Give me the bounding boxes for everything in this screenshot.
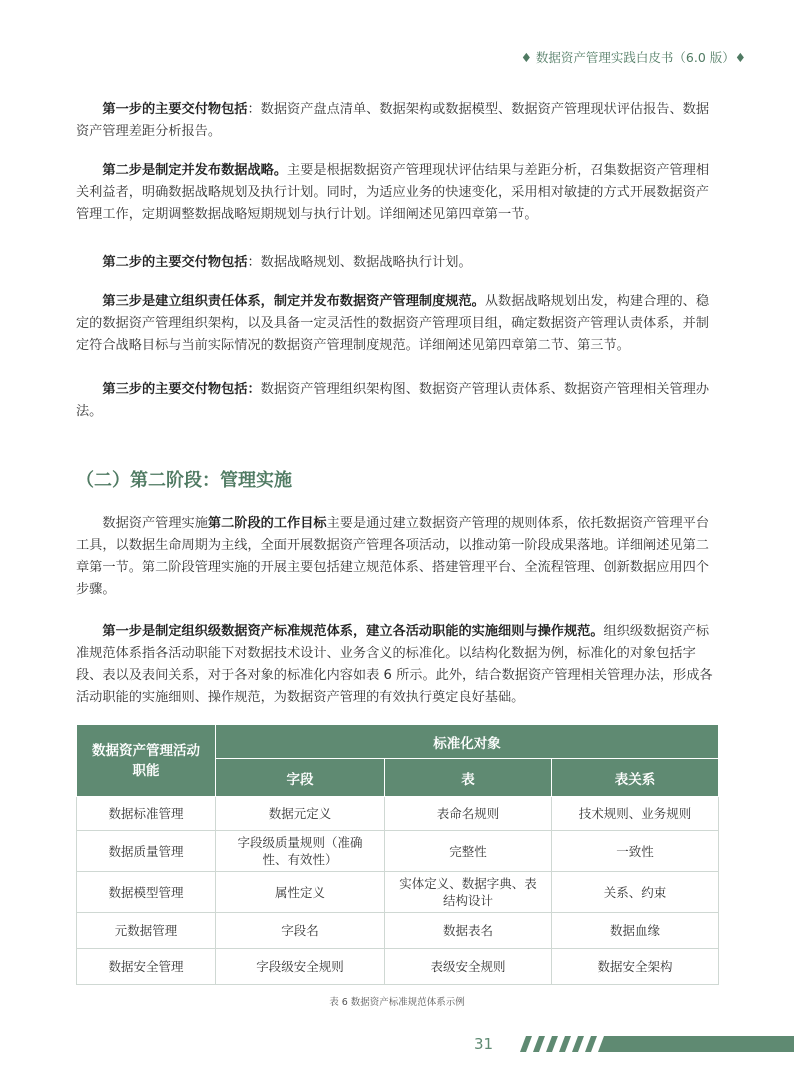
table-caption: 表 6 数据资产标准规范体系示例 <box>329 997 465 1008</box>
paragraph-step1-deliverables: 第一步的主要交付物包括：数据资产盘点清单、数据架构或数据模型、数据资产管理现状评估报告、数据资产管理差距分析报告。 <box>76 102 710 139</box>
table-header-group: 标准化对象 <box>216 725 719 759</box>
table-cell: 数据安全架构 <box>552 949 719 985</box>
table-cell: 属性定义 <box>216 872 385 913</box>
paragraph-phase2-step1: 第一步是制定组织级数据资产标准规范体系，建立各活动职能的实施细则与操作规范。组织级数据资产标准规范体系指各活动职能下对数据技术设计、业务含义的标准化。以结构化数据为例，标准化的对象包括字段、表以及表间关系，对于各对象的标准化内容如表 6 所示。此外，结合数据资产管理相关管理办法，形成各活动职能的实施细则、操作规范，为数据资产管理的有效执行奠定良好基础。 <box>76 624 713 705</box>
table-header-function: 数据资产管理活动职能 <box>77 725 216 797</box>
paragraph-step2: 第二步是制定并发布数据战略。主要是根据数据资产管理现状评估结果与差距分析，召集数据资产管理相关利益者，明确数据战略规划及执行计划。同时，为适应业务的快速变化，采用相对敏捷的方式开展数据资产管理工作，定期调整数据战略短期规划与执行计划。详细阐述见第四章第一节。 <box>76 163 710 222</box>
table-subheader-table: 表 <box>385 759 552 797</box>
table-cell: 数据血缘 <box>552 913 719 949</box>
table-subheader-field: 字段 <box>216 759 385 797</box>
table-cell: 技术规则、业务规则 <box>552 797 719 831</box>
table-cell: 元数据管理 <box>77 913 216 949</box>
table-cell: 一致性 <box>552 831 719 872</box>
table-row <box>77 872 719 913</box>
table-cell: 数据标准管理 <box>77 797 216 831</box>
table-subheader-relation: 表关系 <box>552 759 719 797</box>
section-title: （二）第二阶段：管理实施 <box>76 470 292 491</box>
table-cell: 数据质量管理 <box>77 831 216 872</box>
paragraph-step2-deliverables: 第二步的主要交付物包括：数据战略规划、数据战略执行计划。 <box>102 255 472 270</box>
table-cell: 表级安全规则 <box>385 949 552 985</box>
page-number: 31 <box>474 1035 494 1053</box>
table-row <box>77 949 719 985</box>
table-cell: 完整性 <box>385 831 552 872</box>
table-cell: 字段级安全规则 <box>216 949 385 985</box>
table-row <box>77 913 719 949</box>
table-cell: 数据表名 <box>385 913 552 949</box>
table-row <box>77 831 719 872</box>
running-header: ♦ 数据资产管理实践白皮书（6.0 版）♦ <box>520 50 746 65</box>
table-cell: 字段级质量规则（准确性、有效性） <box>216 831 385 872</box>
table-cell: 数据模型管理 <box>77 872 216 913</box>
table-cell: 实体定义、数据字典、表结构设计 <box>385 872 552 913</box>
paragraph-step3-deliverables: 第三步的主要交付物包括：数据资产管理组织架构图、数据资产管理认责体系、数据资产管理相关管理办法。 <box>76 382 710 419</box>
table-row <box>77 797 719 831</box>
table-cell: 关系、约束 <box>552 872 719 913</box>
table-cell: 字段名 <box>216 913 385 949</box>
footer-stripe-decoration <box>512 1036 794 1052</box>
table-cell: 数据安全管理 <box>77 949 216 985</box>
paragraph-step3: 第三步是建立组织责任体系，制定并发布数据资产管理制度规范。从数据战略规划出发，构建合理的、稳定的数据资产管理组织架构，以及具备一定灵活性的数据资产管理项目组，确定数据资产管理认责体系，并制定符合战略目标与当前实际情况的数据资产管理制度规范。详细阐述见第四章第二节、第三节。 <box>76 294 710 353</box>
paragraph-phase2-intro: 数据资产管理实施第二阶段的工作目标主要是通过建立数据资产管理的规则体系，依托数据资产管理平台工具，以数据生命周期为主线，全面开展数据资产管理各项活动，以推动第一阶段成果落地。详细阐述见第二章第一节。第二阶段管理实施的开展主要包括建立规范体系、搭建管理平台、全流程管理、创新数据应用四个步骤。 <box>76 516 710 597</box>
table-cell: 表命名规则 <box>385 797 552 831</box>
standards-table <box>76 724 719 985</box>
table-cell: 数据元定义 <box>216 797 385 831</box>
